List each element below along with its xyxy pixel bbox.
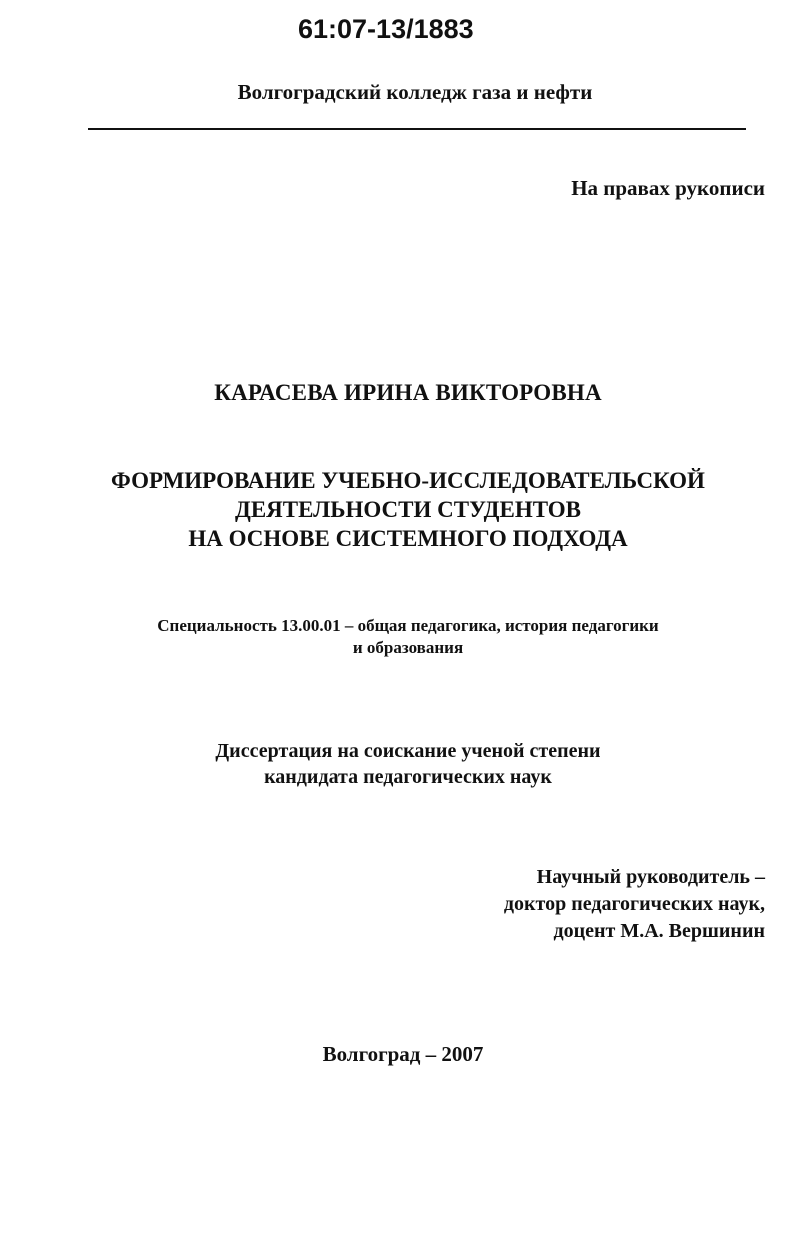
title-line-3: НА ОСНОВЕ СИСТЕМНОГО ПОДХОДА — [188, 526, 628, 551]
advisor-line-2: доктор педагогических наук, — [503, 893, 765, 915]
specialty-line-2: и образования — [352, 638, 464, 657]
manuscript-note: На правах рукописи — [571, 176, 765, 200]
author-name: КАРАСЕВА ИРИНА ВИКТОРОВНА — [214, 380, 602, 405]
advisor-line-3: доцент М.А. Вершинин — [553, 920, 765, 942]
degree-statement — [0, 738, 798, 790]
advisor-line-1: Научный руководитель – — [536, 866, 765, 888]
city-year: Волгоград – 2007 — [322, 1042, 484, 1066]
scientific-advisor — [504, 864, 765, 945]
degree-line-2: кандидата педагогических наук — [264, 766, 552, 788]
header-divider — [88, 128, 746, 130]
dissertation-title — [0, 466, 798, 553]
catalog-number: 61:07-13/1883 — [298, 14, 474, 44]
institution-name: Волгоградский колледж газа и нефти — [237, 80, 593, 104]
specialty-line-1: Специальность 13.00.01 – общая педагогика, история педагогики — [157, 616, 659, 635]
title-line-2: ДЕЯТЕЛЬНОСТИ СТУДЕНТОВ — [235, 497, 581, 522]
specialty — [0, 615, 798, 659]
title-line-1: ФОРМИРОВАНИЕ УЧЕБНО-ИССЛЕДОВАТЕЛЬСКОЙ — [111, 468, 705, 493]
degree-line-1: Диссертация на соискание ученой степени — [215, 740, 601, 762]
